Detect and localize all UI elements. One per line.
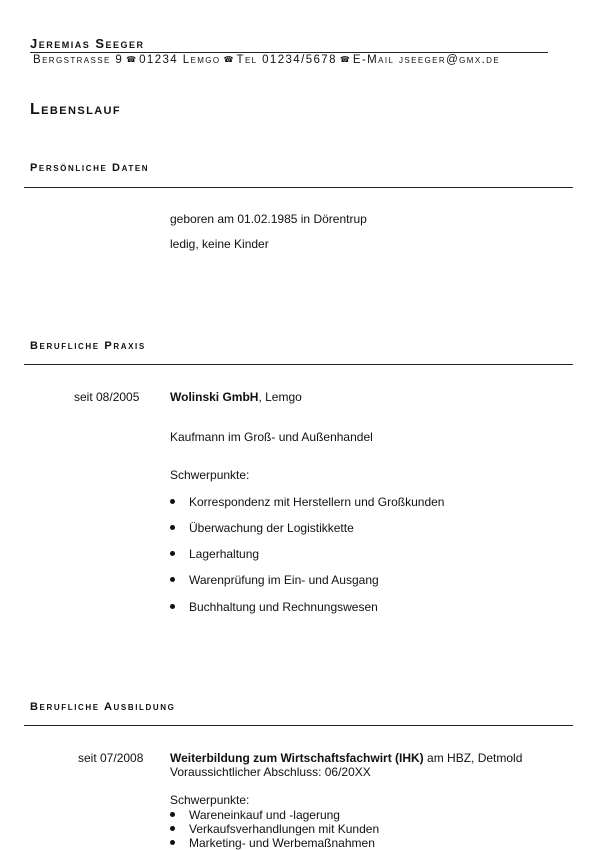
section-heading-education: Berufliche Ausbildung (30, 701, 176, 713)
applicant-name: Jeremias Seeger (30, 36, 145, 51)
separator-icon: ☎ (223, 55, 234, 64)
city: 01234 Lemgo (139, 54, 221, 66)
street: Bergstrasse 9 (33, 54, 124, 66)
experience-date: seit 08/2005 (74, 390, 140, 404)
list-item: Überwachung der Logistikkette (170, 521, 354, 535)
section-divider (24, 364, 573, 365)
birth-info: geboren am 01.02.1985 in Dörentrup (170, 212, 367, 226)
list-item: Warenprüfung im Ein- und Ausgang (170, 573, 379, 587)
program-name: Weiterbildung zum Wirtschaftsfachwirt (IHK) (170, 751, 424, 765)
bullet-icon (170, 840, 175, 845)
bullet-icon (170, 812, 175, 817)
list-item: Korrespondenz mit Herstellern und Großkunden (170, 495, 444, 509)
separator-icon: ☎ (339, 55, 350, 64)
list-item: Verkaufsverhandlungen mit Kunden (170, 822, 379, 836)
employer-location: , Lemgo (258, 390, 302, 404)
employer-line (170, 390, 302, 404)
program-line (170, 751, 522, 765)
list-item: Wareneinkauf und -lagerung (170, 808, 340, 822)
institution: am HBZ, Detmold (423, 751, 523, 765)
education-date: seit 07/2008 (78, 751, 144, 765)
job-position: Kaufmann im Groß- und Außenhandel (170, 430, 373, 444)
separator-icon: ☎ (126, 55, 137, 64)
header-divider (30, 52, 548, 53)
list-item: Buchhaltung und Rechnungswesen (170, 600, 378, 614)
document-title: Lebenslauf (30, 101, 121, 118)
contact-line (33, 54, 500, 66)
focus-label: Schwerpunkte: (170, 468, 250, 482)
marital-status: ledig, keine Kinder (170, 237, 269, 251)
employer-name: Wolinski GmbH (170, 390, 259, 404)
list-item: Marketing- und Werbemaßnahmen (170, 836, 375, 850)
list-item: Lagerhaltung (170, 547, 259, 561)
bullet-icon (170, 499, 175, 504)
section-heading-personal: Persönliche Daten (30, 162, 150, 174)
bullet-icon (170, 826, 175, 831)
phone: Tel 01234/5678 (236, 54, 337, 66)
bullet-icon (170, 525, 175, 530)
expected-completion: Voraussichtlicher Abschluss: 06/20XX (170, 765, 371, 779)
bullet-icon (170, 604, 175, 609)
focus-label: Schwerpunkte: (170, 793, 250, 807)
bullet-icon (170, 577, 175, 582)
email: E-Mail jseeger@gmx.de (352, 54, 501, 66)
section-heading-experience: Berufliche Praxis (30, 340, 146, 352)
bullet-icon (170, 551, 175, 556)
section-divider (24, 187, 573, 188)
section-divider (24, 725, 573, 726)
